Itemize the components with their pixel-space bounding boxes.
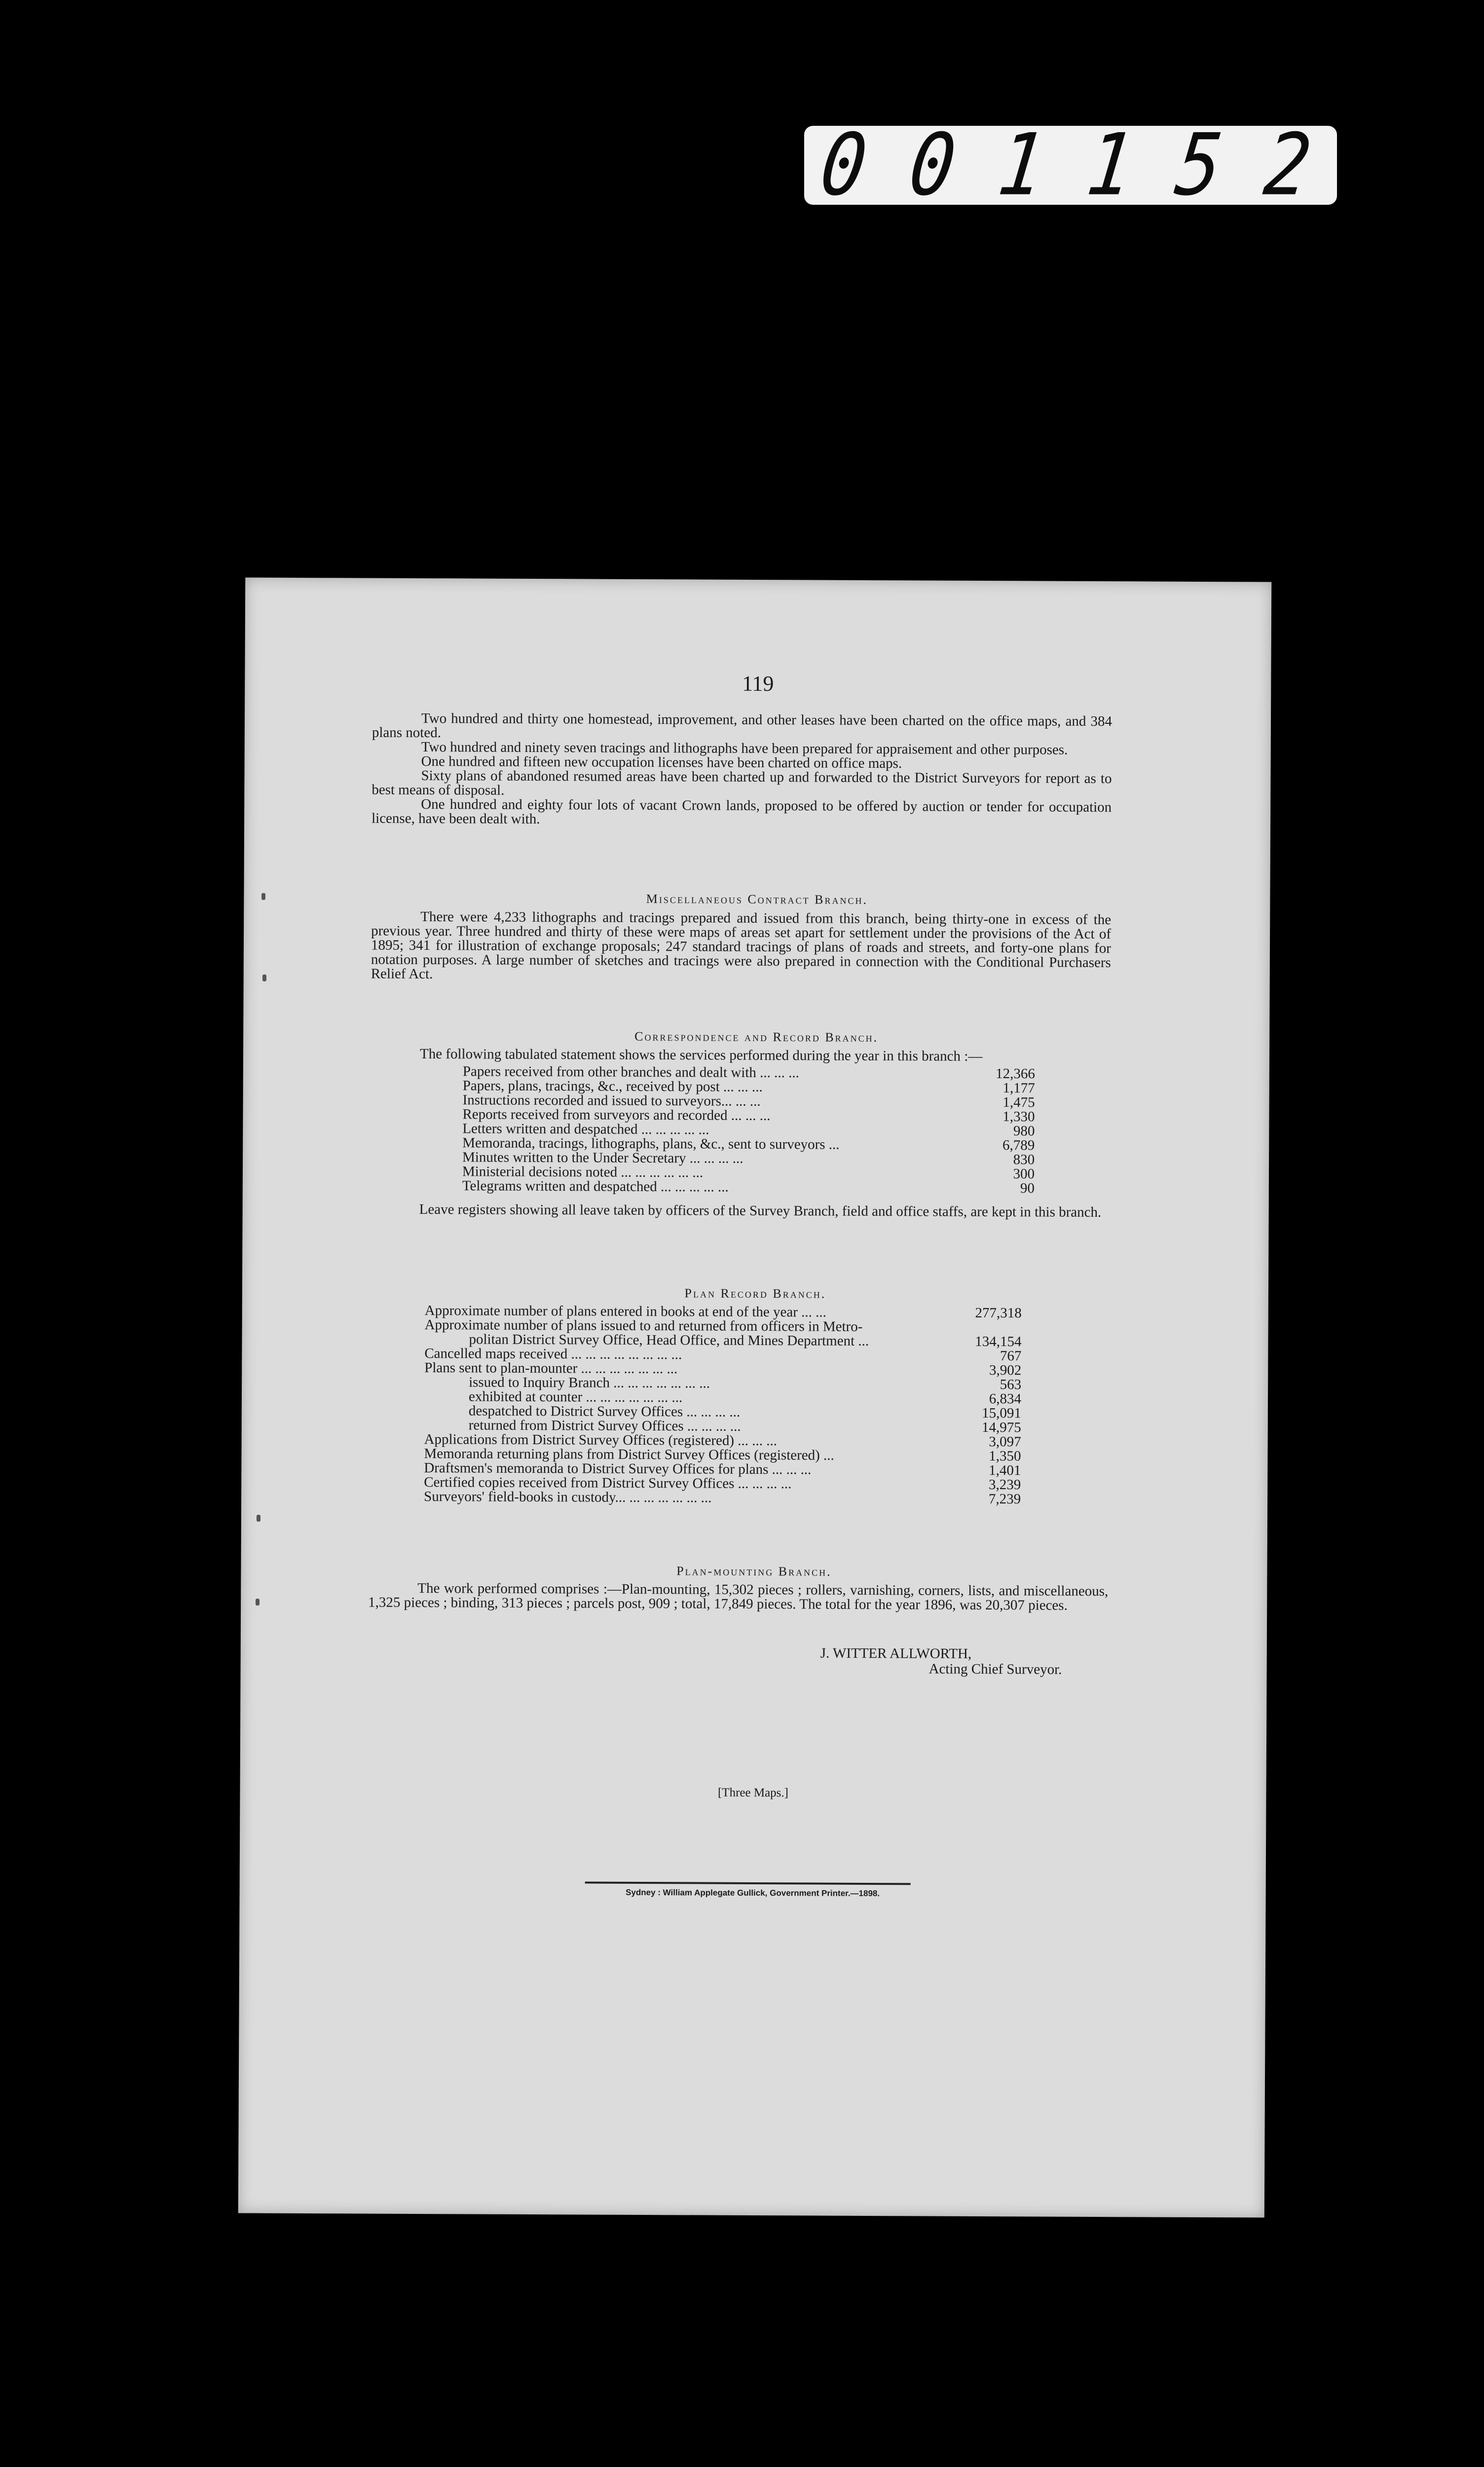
paragraph: One hundred and fifteen new occupation licenses have been charted on office maps. bbox=[421, 753, 902, 772]
intro-section bbox=[371, 711, 1112, 829]
table-row: Plans sent to plan-mounter ... ... ... ... ... ... ... 3,902 bbox=[424, 1360, 1022, 1379]
misc-contract-section bbox=[371, 910, 1112, 985]
document-page bbox=[238, 577, 1271, 2217]
paragraph: The following tabulated statement shows the services performed during the year in this branch :— bbox=[419, 1046, 983, 1065]
correspondence-intro bbox=[371, 1047, 1111, 1065]
frame-digit: 1 bbox=[1081, 115, 1149, 215]
margin-mark bbox=[262, 974, 266, 981]
margin-mark bbox=[257, 1515, 260, 1522]
table-row: Approximate number of plans entered in books at end of the year ... ... 277,318 bbox=[424, 1303, 1022, 1321]
correspondence-heading: Correspondence and Record Branch. bbox=[634, 1029, 879, 1045]
plan-mounting-heading: Plan-mounting Branch. bbox=[676, 1564, 832, 1579]
table-row: issued to Inquiry Branch ... ... ... ... ... ... ... 563 bbox=[469, 1374, 1022, 1393]
plan-mounting-section bbox=[368, 1581, 1108, 1613]
table-row: Surveyors' field-books in custody... ... ... ... ... ... ... 7,239 bbox=[424, 1489, 1021, 1507]
plan-record-heading: Plan Record Branch. bbox=[684, 1286, 826, 1301]
table-row: Telegrams written and despatched ... ... ... ... ... 90 bbox=[462, 1178, 1035, 1196]
paragraph: The work performed comprises :—Plan-mounting, 15,302 pieces ; rollers, varnishing, corners, lists, and miscellaneous, 1,325 pieces ; binding, 313 pieces ; parcels post, 909 ; total, 17,849 pieces. The total for the year 1896, was 20,307 pieces. bbox=[368, 1580, 1109, 1613]
frame-digit: 0 bbox=[904, 115, 971, 215]
paragraph: Sixty plans of abandoned resumed areas have been charted up and forwarded to the District Surveyors for report as to best means of disposal. bbox=[371, 768, 1112, 798]
table-row: Approximate number of plans issued to and returned from officers in Metro- bbox=[424, 1317, 863, 1335]
frame-digit: 2 bbox=[1259, 115, 1326, 215]
page-number: 119 bbox=[742, 671, 774, 696]
correspondence-table bbox=[462, 1064, 1035, 1196]
table-row: Certified copies received from District Survey Offices ... ... ... ... 3,239 bbox=[424, 1474, 1021, 1493]
signature-name: J. WITTER ALLWORTH, bbox=[820, 1645, 972, 1662]
paragraph: There were 4,233 lithographs and tracings prepared and issued from this branch, being thirty-one in excess of the previous year. Three hundred and thirty of these were maps of areas set apart for settlement under the provisions of the Act of 1895; 341 for illustration of exchange proposals; 247 standard tracings of plans of roads and streets, and forty-one plans for notation purposes. A large number of sketches and tracings were also prepared in connection with the Conditional Purchasers Relief Act. bbox=[371, 909, 1112, 982]
frame-digit: 0 bbox=[815, 115, 882, 215]
table-row: Minutes written to the Under Secretary ... ... ... ... 830 bbox=[462, 1149, 1035, 1168]
paragraph: One hundred and eighty four lots of vacant Crown lands, proposed to be offered by auction or tender for occupation license, have been dealt with. bbox=[371, 796, 1112, 827]
table-row: Papers received from other branches and dealt with ... ... ... 12,366 bbox=[462, 1063, 1035, 1082]
table-row: returned from District Survey Offices ... ... ... ... 14,975 bbox=[468, 1417, 1021, 1436]
correspondence-footer bbox=[370, 1202, 1110, 1220]
frame-digit: 1 bbox=[993, 115, 1060, 215]
paragraph: Two hundred and ninety seven tracings and lithographs have been prepared for appraisement and other purposes. bbox=[421, 739, 1068, 758]
table-row: Instructions recorded and issued to surveyors... ... ... 1,475 bbox=[462, 1092, 1035, 1111]
plan-record-table bbox=[424, 1304, 1022, 1506]
table-row: politan District Survey Office, Head Office, and Mines Department ... 134,154 bbox=[469, 1331, 1022, 1350]
frame-number-label bbox=[804, 115, 1337, 215]
paragraph: Leave registers showing all leave taken by officers of the Survey Branch, field and office staffs, are kept in this branch. bbox=[419, 1201, 1102, 1221]
paragraph: Two hundred and thirty one homestead, improvement, and other leases have been charted on the office maps, and 384 plans noted. bbox=[371, 710, 1113, 741]
table-row: Memoranda, tracings, lithographs, plans, &c., sent to surveyors ... 6,789 bbox=[462, 1135, 1035, 1154]
table-row: Applications from District Survey Offices (registered) ... ... ... 3,097 bbox=[424, 1431, 1021, 1450]
table-row: Draftsmen's memoranda to District Survey Offices for plans ... ... ... 1,401 bbox=[424, 1460, 1021, 1479]
table-row: Memoranda returning plans from District Survey Offices (registered) ... 1,350 bbox=[424, 1446, 1021, 1464]
table-row: Ministerial decisions noted ... ... ... ... ... ... 300 bbox=[462, 1163, 1035, 1182]
misc-contract-heading: Miscellaneous Contract Branch. bbox=[646, 892, 868, 907]
table-row: despatched to District Survey Offices ... ... ... ... 15,091 bbox=[468, 1403, 1021, 1421]
table-row: Letters written and despatched ... ... ... ... ... 980 bbox=[462, 1121, 1035, 1139]
margin-mark bbox=[256, 1599, 260, 1606]
imprint-rule bbox=[585, 1882, 911, 1885]
signature-block bbox=[820, 1646, 1062, 1678]
frame-digit: 5 bbox=[1170, 115, 1237, 215]
maps-note: [Three Maps.] bbox=[717, 1786, 789, 1800]
table-row: Cancelled maps received ... ... ... ... ... ... ... ... 767 bbox=[424, 1346, 1022, 1364]
table-row: Reports received from surveyors and recorded ... ... ... 1,330 bbox=[462, 1106, 1035, 1125]
margin-mark bbox=[261, 893, 265, 900]
printer-imprint: Sydney : William Applegate Gullick, Government Printer.—1898. bbox=[626, 1887, 880, 1899]
table-row: exhibited at counter ... ... ... ... ... ... ... 6,834 bbox=[468, 1388, 1022, 1407]
signature-title: Acting Chief Surveyor. bbox=[928, 1661, 1062, 1678]
table-row: Papers, plans, tracings, &c., received by post ... ... ... 1,177 bbox=[462, 1078, 1035, 1096]
